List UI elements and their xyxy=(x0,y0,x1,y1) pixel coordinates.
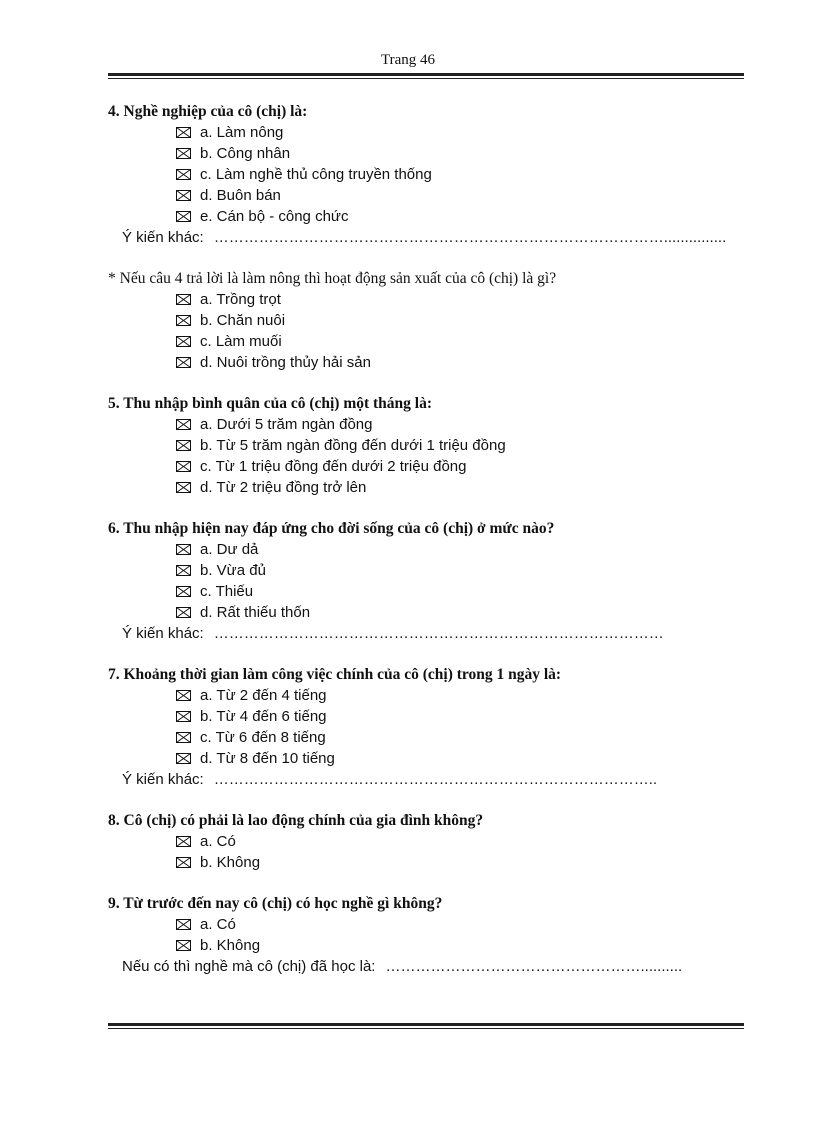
answer-option-label: d. Rất thiếu thốn xyxy=(200,604,311,621)
question-text: 8. Cô (chị) có phải là lao động chính của gia đình không? xyxy=(108,812,484,829)
answer-option[interactable] xyxy=(176,352,748,373)
answer-options xyxy=(176,539,748,623)
envelope-checkbox-icon[interactable] xyxy=(176,127,191,138)
questionnaire xyxy=(108,101,748,997)
answer-option-label: a. Làm nông xyxy=(200,124,284,141)
answer-option[interactable] xyxy=(176,581,748,602)
other-answer-label: Ý kiến khác: xyxy=(122,771,204,788)
answer-option[interactable] xyxy=(176,456,748,477)
answer-option-label: d. Nuôi trồng thủy hải sản xyxy=(200,354,371,371)
question-text: 4. Nghề nghiệp của cô (chị) là: xyxy=(108,103,308,120)
envelope-checkbox-icon[interactable] xyxy=(176,190,191,201)
envelope-checkbox-icon[interactable] xyxy=(176,690,191,701)
answer-options xyxy=(176,122,748,227)
answer-option[interactable] xyxy=(176,706,748,727)
envelope-checkbox-icon[interactable] xyxy=(176,357,191,368)
question-block xyxy=(108,393,748,498)
answer-option-label: b. Vừa đủ xyxy=(200,562,266,579)
header-rule xyxy=(108,73,744,79)
question-block xyxy=(108,518,748,644)
footer-rule xyxy=(108,1023,744,1029)
answer-option-label: c. Làm nghề thủ công truyền thống xyxy=(200,166,432,183)
answer-option-label: b. Không xyxy=(200,854,261,871)
envelope-checkbox-icon[interactable] xyxy=(176,919,191,930)
answer-option-label: a. Có xyxy=(200,916,236,933)
answer-option-label: d. Từ 2 triệu đồng trở lên xyxy=(200,479,367,496)
answer-options xyxy=(176,914,748,956)
answer-option[interactable] xyxy=(176,935,748,956)
answer-option-label: b. Công nhân xyxy=(200,145,291,162)
question-block xyxy=(108,664,748,790)
answer-option[interactable] xyxy=(176,539,748,560)
answer-option[interactable] xyxy=(176,914,748,935)
other-answer-label: Nếu có thì nghề mà cô (chị) đã học là: xyxy=(122,958,376,975)
answer-option-label: c. Thiếu xyxy=(200,583,254,600)
question-text: 9. Từ trước đến nay cô (chị) có học nghề gì không? xyxy=(108,895,443,912)
answer-option[interactable] xyxy=(176,831,748,852)
answer-options xyxy=(176,831,748,873)
answer-option[interactable] xyxy=(176,414,748,435)
answer-option[interactable] xyxy=(176,164,748,185)
question-text: 7. Khoảng thời gian làm công việc chính của cô (chị) trong 1 ngày là: xyxy=(108,666,562,683)
question-block xyxy=(108,810,748,873)
answer-option-label: d. Từ 8 đến 10 tiếng xyxy=(200,750,335,767)
envelope-checkbox-icon[interactable] xyxy=(176,544,191,555)
answer-option[interactable] xyxy=(176,331,748,352)
envelope-checkbox-icon[interactable] xyxy=(176,565,191,576)
answer-option-label: c. Từ 1 triệu đồng đến dưới 2 triệu đồng xyxy=(200,458,467,475)
answer-options xyxy=(176,414,748,498)
answer-option-label: d. Buôn bán xyxy=(200,187,281,204)
other-answer-dotted-line[interactable]: ………………………………………………………………………………............... xyxy=(213,229,727,246)
question-block xyxy=(108,101,748,248)
envelope-checkbox-icon[interactable] xyxy=(176,294,191,305)
other-answer-field[interactable] xyxy=(122,956,748,977)
envelope-checkbox-icon[interactable] xyxy=(176,169,191,180)
answer-option-label: b. Không xyxy=(200,937,261,954)
envelope-checkbox-icon[interactable] xyxy=(176,607,191,618)
envelope-checkbox-icon[interactable] xyxy=(176,148,191,159)
envelope-checkbox-icon[interactable] xyxy=(176,211,191,222)
answer-option[interactable] xyxy=(176,143,748,164)
question-text: * Nếu câu 4 trả lời là làm nông thì hoạt động sản xuất của cô (chị) là gì? xyxy=(108,270,557,287)
answer-option-label: a. Dư dả xyxy=(200,541,259,558)
envelope-checkbox-icon[interactable] xyxy=(176,336,191,347)
page-number: Trang 46 xyxy=(380,52,436,68)
answer-options xyxy=(176,685,748,769)
answer-option-label: b. Từ 4 đến 6 tiếng xyxy=(200,708,327,725)
question-text: 6. Thu nhập hiện nay đáp ứng cho đời sống của cô (chị) ở mức nào? xyxy=(108,520,555,537)
other-answer-dotted-line[interactable]: …………………………………………………………………………….. xyxy=(213,771,658,788)
other-answer-dotted-line[interactable]: ……………………………………………………………………………… xyxy=(213,625,664,642)
answer-option-label: a. Dưới 5 trăm ngàn đồng xyxy=(200,416,373,433)
envelope-checkbox-icon[interactable] xyxy=(176,461,191,472)
envelope-checkbox-icon[interactable] xyxy=(176,419,191,430)
envelope-checkbox-icon[interactable] xyxy=(176,440,191,451)
answer-option[interactable] xyxy=(176,685,748,706)
answer-option[interactable] xyxy=(176,185,748,206)
answer-option[interactable] xyxy=(176,560,748,581)
other-answer-field[interactable] xyxy=(122,769,748,790)
envelope-checkbox-icon[interactable] xyxy=(176,857,191,868)
question-text: 5. Thu nhập bình quân của cô (chị) một tháng là: xyxy=(108,395,433,412)
answer-option-label: a. Trồng trọt xyxy=(200,291,281,308)
answer-options xyxy=(176,289,748,373)
answer-option-label: a. Từ 2 đến 4 tiếng xyxy=(200,687,327,704)
answer-option-label: e. Cán bộ - công chức xyxy=(200,208,349,225)
other-answer-dotted-line[interactable]: …………………………………………….......... xyxy=(385,958,683,975)
answer-option-label: a. Có xyxy=(200,833,236,850)
answer-option[interactable] xyxy=(176,748,748,769)
other-answer-label: Ý kiến khác: xyxy=(122,625,204,642)
answer-option-label: b. Chăn nuôi xyxy=(200,312,286,329)
question-block xyxy=(108,268,748,373)
answer-option-label: c. Từ 6 đến 8 tiếng xyxy=(200,729,326,746)
envelope-checkbox-icon[interactable] xyxy=(176,940,191,951)
answer-option-label: c. Làm muối xyxy=(200,333,282,350)
other-answer-label: Ý kiến khác: xyxy=(122,229,204,246)
answer-option-label: b. Từ 5 trăm ngàn đồng đến dưới 1 triệu đồng xyxy=(200,437,506,454)
envelope-checkbox-icon[interactable] xyxy=(176,315,191,326)
envelope-checkbox-icon[interactable] xyxy=(176,753,191,764)
answer-option[interactable] xyxy=(176,602,748,623)
answer-option[interactable] xyxy=(176,477,748,498)
envelope-checkbox-icon[interactable] xyxy=(176,482,191,493)
envelope-checkbox-icon[interactable] xyxy=(176,732,191,743)
answer-option[interactable] xyxy=(176,206,748,227)
answer-option[interactable] xyxy=(176,289,748,310)
answer-option[interactable] xyxy=(176,727,748,748)
other-answer-field[interactable] xyxy=(122,623,748,644)
answer-option[interactable] xyxy=(176,435,748,456)
answer-option[interactable] xyxy=(176,310,748,331)
answer-option[interactable] xyxy=(176,122,748,143)
envelope-checkbox-icon[interactable] xyxy=(176,711,191,722)
envelope-checkbox-icon[interactable] xyxy=(176,586,191,597)
question-block xyxy=(108,893,748,977)
answer-option[interactable] xyxy=(176,852,748,873)
envelope-checkbox-icon[interactable] xyxy=(176,836,191,847)
other-answer-field[interactable] xyxy=(122,227,748,248)
